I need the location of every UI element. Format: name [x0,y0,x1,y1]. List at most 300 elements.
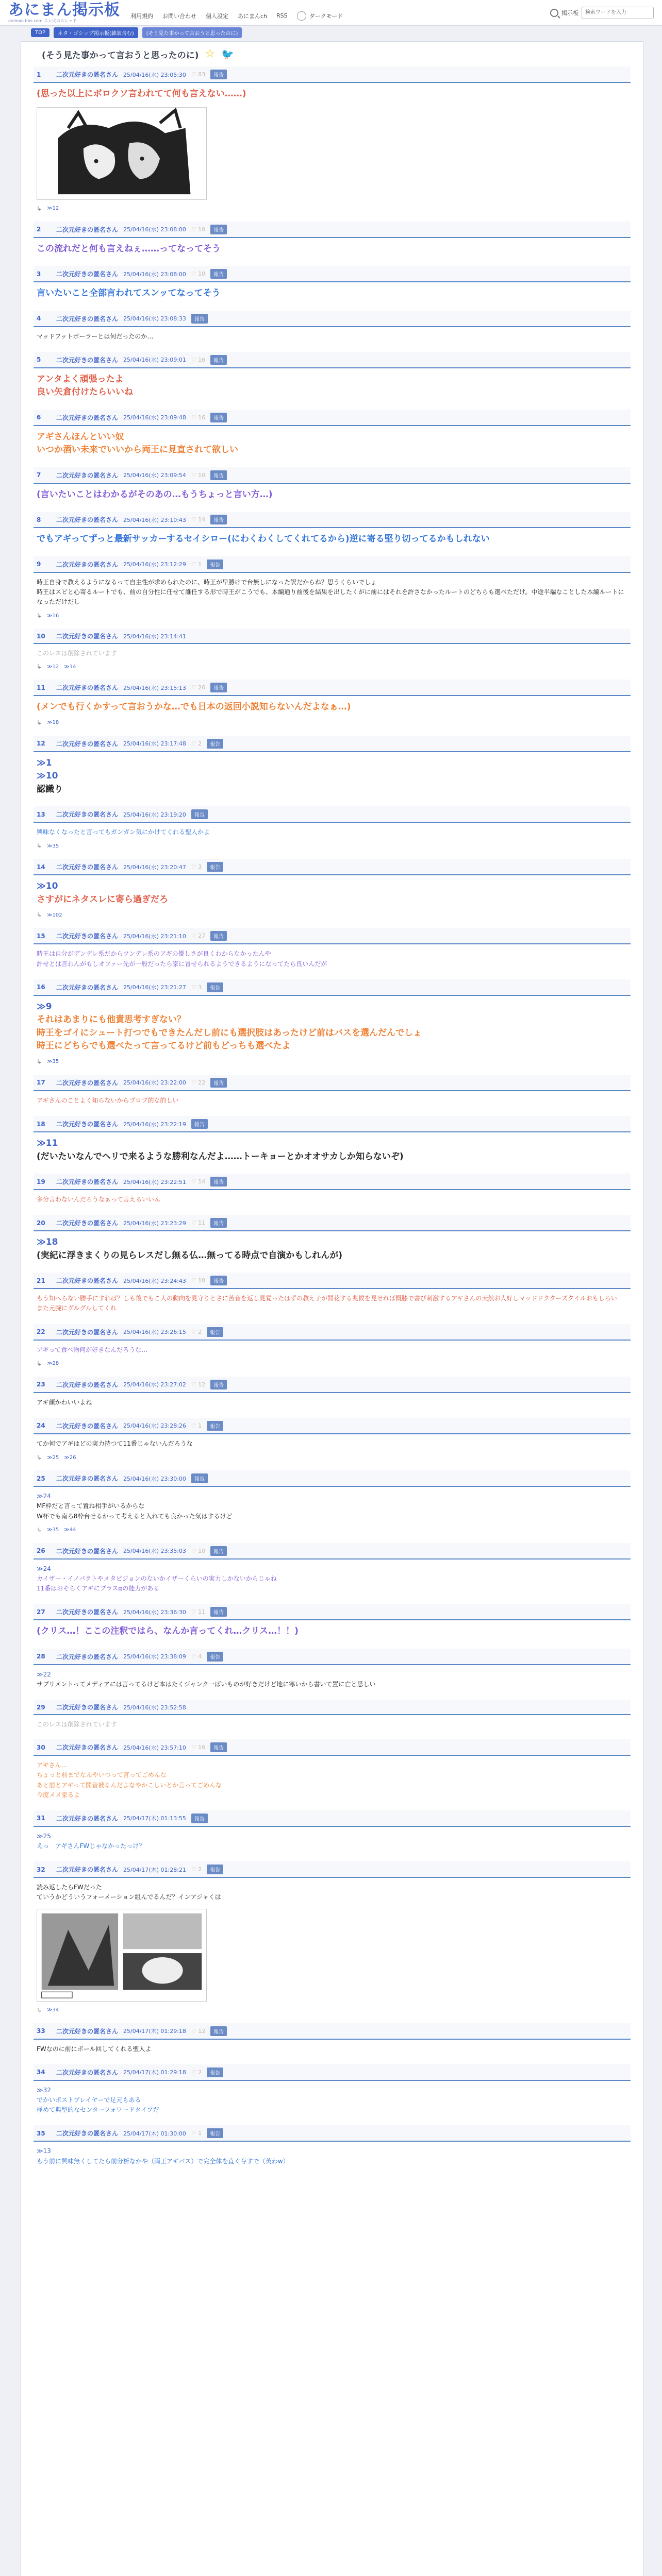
post-date: 25/04/16(水) 23:35:03 [123,1548,186,1555]
good-value: 3 [198,984,202,991]
reply-link[interactable]: ≫16 [47,613,59,619]
post-header [34,2023,631,2040]
good-count[interactable] [191,684,205,691]
post-header [34,1377,631,1393]
good-count[interactable] [191,1653,202,1660]
good-count[interactable] [191,357,205,363]
heart-icon[interactable]: ♡ [191,684,198,691]
heart-icon[interactable]: ♡ [191,740,198,747]
post-16 [34,979,631,1065]
post-number[interactable]: 15 [37,932,45,940]
good-count[interactable] [191,270,205,277]
reply-link[interactable]: ≫12 [47,206,59,211]
post-date: 25/04/16(水) 23:23:29 [123,1219,186,1227]
report-button[interactable]: 報告 [210,1218,227,1228]
reply-arrow-icon: ↳ [37,1058,42,1065]
post-31 [34,1810,631,1852]
good-count[interactable] [191,1866,202,1873]
post-number[interactable]: 19 [37,1178,45,1185]
post-13 [34,806,631,850]
report-button[interactable]: 報告 [191,1814,208,1823]
star-icon[interactable]: ☆ [205,47,216,60]
post-number[interactable]: 23 [37,1381,45,1388]
post-body [34,996,631,1054]
post-date: 25/04/16(水) 23:20:47 [123,863,186,871]
nav-settings[interactable]: 個人設定 [206,12,228,20]
heart-icon[interactable]: ♡ [191,414,198,421]
good-value: 2 [198,1328,202,1335]
post-8 [34,512,631,547]
reply-link[interactable]: ≫35 [47,1527,59,1533]
reply-link[interactable]: ≫102 [47,912,62,918]
post-number[interactable]: 27 [37,1608,45,1616]
heart-icon[interactable]: ♡ [191,516,198,523]
heart-icon[interactable]: ♡ [191,2130,198,2137]
post-body [34,1878,631,1903]
post-line: W杯でも南ろ8枠台せるかって考えると入れても良かった気はするけど [37,1512,233,1520]
post-author: 二次元好きの匿名さん [56,1475,119,1483]
post-header [34,680,631,696]
heart-icon[interactable]: ♡ [191,1277,198,1284]
post-11 [34,680,631,726]
post-body [34,2081,631,2116]
post-number[interactable]: 22 [37,1328,45,1336]
heart-icon[interactable]: ♡ [191,2069,198,2076]
post-header [34,2064,631,2081]
heart-icon[interactable]: ♡ [191,356,198,363]
reply-link[interactable]: ≫34 [47,2007,59,2013]
good-count[interactable] [191,1608,205,1615]
post-number[interactable]: 20 [37,1219,45,1227]
reply-anchor[interactable]: ≫18 [37,1237,58,1248]
good-count[interactable] [191,1744,205,1751]
report-button[interactable]: 報告 [210,1078,227,1088]
report-button[interactable]: 報告 [210,1607,227,1617]
reply-link[interactable]: ≫44 [64,1527,76,1533]
reply-anchor[interactable]: ≫24 [37,1565,51,1572]
post-replies [34,201,631,212]
post-header [34,928,631,944]
post-date: 25/04/16(水) 23:12:29 [123,561,186,568]
post-number[interactable]: 34 [37,2069,45,2076]
post-number[interactable]: 32 [37,1866,45,1873]
good-count[interactable] [191,561,202,568]
post-author: 二次元好きの匿名さん [56,1744,119,1752]
post-body [34,1132,631,1164]
post-author: 二次元好きの匿名さん [56,315,119,323]
post-number[interactable]: 12 [37,740,45,748]
post-number[interactable]: 30 [37,1743,45,1751]
post-date: 25/04/16(水) 23:17:48 [123,740,186,748]
post-line: 極めて典型的なセンターフォワードタイプだ [37,2106,159,2114]
post-30 [34,1739,631,1801]
report-button[interactable]: 報告 [210,1177,227,1187]
good-value: 2 [198,1866,202,1873]
post-date: 25/04/16(水) 23:38:09 [123,1653,186,1660]
post-number[interactable]: 25 [37,1475,45,1482]
breadcrumb-top[interactable]: TOP [31,28,49,37]
good-value: 2 [198,2069,202,2076]
dark-mode-toggle[interactable] [297,11,343,21]
post-5 [34,352,631,400]
good-value: 14 [198,1178,206,1185]
toggle-icon[interactable] [297,11,306,21]
post-author: 二次元好きの匿名さん [56,1277,119,1285]
report-button[interactable]: 報告 [207,1652,223,1662]
post-line: (思った以上にボロクソ言われてて何も言えない……) [37,89,246,99]
post-author: 二次元好きの匿名さん [56,1815,119,1822]
reply-link[interactable]: ≫35 [47,1059,59,1065]
heart-icon[interactable]: ♡ [191,1608,198,1616]
good-count[interactable] [191,71,205,78]
post-date: 25/04/16(水) 23:27:02 [123,1381,186,1388]
post-line: 時王は自分がデンデレ系だからツンデレ系のアギの優しさが良くわからなかったんや [37,950,271,958]
post-line: アギさん… [37,1761,68,1769]
good-count[interactable] [191,2130,202,2137]
post-date: 25/04/16(水) 23:09:01 [123,357,186,364]
post-author: 二次元好きの匿名さん [56,1704,119,1711]
heart-icon[interactable]: ♡ [191,863,198,871]
heart-icon[interactable]: ♡ [191,1866,198,1873]
reply-anchor[interactable]: ≫10 [37,771,58,782]
report-button[interactable]: 報告 [210,470,227,480]
post-line: MF枠だと言って置ね相手がいるからな [37,1502,145,1510]
report-button[interactable]: 報告 [210,683,227,692]
post-line: アギって食べ物何が好きなんだろうな… [37,1346,148,1353]
good-count[interactable] [191,863,202,870]
page-title: (そう見た事かって言おうと思ったのに) [42,50,199,61]
report-button[interactable]: 報告 [207,2128,223,2138]
post-line: えっ アギさんFWじゃなかったっけ？ [37,1842,145,1850]
post-date: 25/04/16(水) 23:52:58 [123,1704,186,1711]
post-number[interactable]: 7 [37,471,41,479]
post-header [34,512,631,528]
report-button[interactable]: 報告 [210,355,227,365]
reply-link[interactable]: ≫18 [47,720,59,726]
manga-crowd-image[interactable] [37,107,207,200]
post-number[interactable]: 28 [37,1653,45,1660]
good-value: 16 [198,356,206,363]
report-button[interactable]: 報告 [207,739,223,749]
post-number[interactable]: 5 [37,356,41,364]
post-author: 二次元好きの匿名さん [56,684,119,692]
post-number[interactable]: 4 [37,315,41,322]
site-logo[interactable] [8,3,120,23]
post-33 [34,2023,631,2055]
post-number[interactable]: 17 [37,1079,45,1087]
post-replies [34,907,631,919]
post-number[interactable]: 35 [37,2129,45,2137]
post-line: この流れだと何も言えねぇ……ってなってそう [37,243,221,254]
post-line: このレスは削除されています [37,650,117,657]
post-23 [34,1377,631,1409]
site-header [0,0,662,26]
post-body [34,1827,631,1852]
post-line: (実紀に浮きまくりの見らレスだし無る仏…無ってる時点で自演かもしれんが) [37,1250,343,1261]
heart-icon[interactable]: ♡ [191,1328,198,1335]
heart-icon[interactable]: ♡ [191,471,198,479]
search-label: 掲示板 [561,9,578,16]
post-number[interactable]: 6 [37,414,41,421]
good-count[interactable] [191,1277,205,1284]
post-line: いつか酒い未来でいいから両王に見直されて欲しい [37,445,238,455]
report-button[interactable]: 報告 [207,1865,223,1874]
post-number[interactable]: 31 [37,1815,45,1822]
logo-text[interactable]: あにまん掲示板 [8,1,120,19]
post-number[interactable]: 13 [37,810,45,818]
post-date: 25/04/16(水) 23:21:10 [123,933,186,940]
post-line: でもアギってずっと最新サッカーするセイシロー(にわくわくしてくれてるから)逆に寄る堅り切ってるかもしれない [37,534,490,545]
post-6 [34,410,631,458]
post-number[interactable]: 24 [37,1422,45,1430]
heart-icon[interactable]: ♡ [191,984,198,991]
post-number[interactable]: 16 [37,984,45,991]
post-14 [34,859,631,919]
reply-link[interactable]: ≫28 [47,1361,59,1367]
reply-link[interactable]: ≫25 [47,1454,59,1461]
search-icon[interactable] [550,9,558,17]
post-line: あと前とアギって開音被るんだよなやかこしいとか言ってごめんな [37,1781,222,1789]
heart-icon[interactable]: ♡ [191,1422,198,1429]
post-line: ちょっと前までなんやいつって言ってごめんな [37,1771,167,1779]
post-number[interactable]: 3 [37,270,41,278]
post-body [34,1190,631,1206]
post-author: 二次元好きの匿名さん [56,226,119,233]
search-input[interactable] [582,7,654,19]
post-number[interactable]: 21 [37,1277,45,1284]
reply-link[interactable]: ≫12 [47,664,59,670]
report-button[interactable]: 報告 [191,314,208,324]
report-button[interactable]: 報告 [210,2026,227,2036]
report-button[interactable]: 報告 [210,70,227,79]
post-body [34,1560,631,1595]
reply-link[interactable]: ≫14 [64,664,76,670]
report-button[interactable]: 報告 [191,809,208,819]
report-button[interactable]: 報告 [210,413,227,422]
post-author: 二次元好きの匿名さん [56,516,119,524]
reply-anchor[interactable]: ≫1 [37,757,52,768]
post-12 [34,736,631,798]
reply-link[interactable]: ≫26 [64,1454,76,1461]
post-header [34,1810,631,1827]
reply-link[interactable]: ≫35 [47,843,59,849]
good-count[interactable] [191,516,205,523]
heart-icon[interactable]: ♡ [191,71,198,78]
good-count[interactable] [191,984,202,991]
reply-anchor[interactable]: ≫24 [37,1493,51,1500]
post-body [34,1091,631,1107]
good-count[interactable] [191,2028,205,2035]
breadcrumb-thread[interactable]: (そう見た事かって言おうと思ったのに) [142,27,242,38]
post-number[interactable]: 11 [37,684,45,691]
post-number[interactable]: 18 [37,1120,45,1128]
report-button[interactable]: 報告 [210,1742,227,1752]
good-count[interactable] [191,1079,205,1086]
post-line: 良い矢倉付けたらいいね [37,387,133,398]
reply-anchor[interactable]: ≫32 [37,2086,51,2094]
report-button[interactable]: 報告 [207,560,223,569]
post-line: 時王にどちらでも選べたって言ってるけど前もどっちも選べたよ [37,1041,291,1052]
nav-animanch[interactable]: あにまんch [238,12,268,20]
reply-anchor[interactable]: ≫11 [37,1138,58,1148]
reply-arrow-icon: ↳ [37,911,42,919]
post-header [34,1273,631,1289]
report-button[interactable]: 報告 [210,1380,227,1389]
post-replies [34,659,631,670]
good-value: 83 [198,71,206,78]
reply-anchor[interactable]: ≫22 [37,1670,51,1678]
nav-terms[interactable]: 利用規約 [130,12,153,20]
post-date: 25/04/16(水) 23:08:00 [123,226,186,233]
nav-contact[interactable]: お問い合わせ [162,12,196,20]
post-number[interactable]: 2 [37,226,41,233]
post-header [34,1739,631,1756]
post-number[interactable]: 14 [37,863,45,871]
post-18 [34,1116,631,1164]
heart-icon[interactable]: ♡ [191,226,198,233]
post-line: 今度メメ家るよ [37,1791,80,1799]
post-line: (メンでも行くかすって言おうかな…でも日本の返回小説知らないんだよなぁ…) [37,702,351,713]
post-number[interactable]: 33 [37,2027,45,2035]
post-replies [34,2003,631,2014]
good-count[interactable] [191,740,202,747]
post-author: 二次元好きの匿名さん [56,811,119,819]
twitter-bird-icon[interactable]: 🐦 [221,48,235,60]
good-count[interactable] [191,1219,205,1226]
report-button[interactable]: 報告 [207,862,223,872]
heart-icon[interactable]: ♡ [191,1381,198,1388]
post-body [34,426,631,458]
post-header [34,1543,631,1560]
post-author: 二次元好きの匿名さん [56,1219,119,1227]
post-body [34,528,631,547]
post-body [34,696,631,715]
post-author: 二次元好きの匿名さん [56,1328,119,1336]
post-number[interactable]: 26 [37,1547,45,1555]
post-date: 25/04/16(水) 23:24:43 [123,1277,186,1284]
post-body [34,1715,631,1730]
report-button[interactable]: 報告 [210,1546,227,1556]
post-number[interactable]: 9 [37,561,41,568]
reply-anchor[interactable]: ≫9 [37,1001,52,1012]
post-author: 二次元好きの匿名さん [56,2130,119,2138]
manga-page-image[interactable] [37,1909,207,2002]
heart-icon[interactable]: ♡ [191,1547,198,1554]
breadcrumb [0,26,662,39]
post-number[interactable]: 8 [37,516,41,523]
post-header [34,1700,631,1715]
post-header [34,1174,631,1190]
post-7 [34,467,631,503]
heart-icon[interactable]: ♡ [191,561,198,568]
post-25 [34,1470,631,1534]
post-body [34,1341,631,1356]
report-button[interactable]: 報告 [210,225,227,234]
good-count[interactable] [191,1548,205,1554]
post-body [34,823,631,838]
report-button[interactable]: 報告 [191,1119,208,1129]
reply-arrow-icon: ↳ [37,1454,42,1462]
heart-icon[interactable]: ♡ [191,933,198,940]
report-button[interactable]: 報告 [207,2067,223,2077]
post-body [34,2040,631,2055]
post-date: 25/04/16(水) 23:26:15 [123,1329,186,1336]
post-body [34,1393,631,1409]
post-21 [34,1273,631,1314]
post-header [34,1861,631,1878]
post-date: 25/04/16(水) 23:10:43 [123,516,186,523]
post-replies [34,838,631,850]
good-count[interactable] [191,472,205,479]
post-header [34,1649,631,1665]
post-line: 認識り [37,784,63,794]
heart-icon[interactable]: ♡ [191,2027,198,2035]
post-number[interactable]: 1 [37,71,41,78]
heart-icon[interactable]: ♡ [191,1744,198,1751]
report-button[interactable]: 報告 [207,1421,223,1431]
post-number[interactable]: 10 [37,632,45,640]
post-date: 25/04/16(水) 23:22:00 [123,1079,186,1087]
heart-icon[interactable]: ♡ [191,1178,198,1185]
report-button[interactable]: 報告 [210,269,227,279]
report-button[interactable]: 報告 [207,982,223,992]
heart-icon[interactable]: ♡ [191,1653,198,1660]
post-author: 二次元好きの匿名さん [56,1866,119,1874]
header-nav [130,11,343,21]
post-line: アギさんほんといい奴 [37,431,124,442]
post-19 [34,1174,631,1206]
good-count[interactable] [191,1422,202,1429]
reply-arrow-icon: ↳ [37,1526,42,1534]
good-count[interactable] [191,933,205,939]
post-9 [34,556,631,620]
reply-anchor[interactable]: ≫25 [37,1832,51,1840]
post-header [34,410,631,426]
report-button[interactable]: 報告 [191,1473,208,1483]
post-author: 二次元好きの匿名さん [56,71,119,78]
good-count[interactable] [191,1329,202,1335]
heart-icon[interactable]: ♡ [191,1219,198,1227]
post-header [34,1418,631,1434]
post-number[interactable]: 29 [37,1703,45,1711]
good-count[interactable] [191,226,205,233]
report-button[interactable]: 報告 [210,1276,227,1285]
good-count[interactable] [191,2069,202,2076]
post-replies [34,1522,631,1534]
good-count[interactable] [191,1178,205,1185]
post-line: でかいポストプレイヤーで足元もある [37,2096,141,2104]
report-button[interactable]: 報告 [210,931,227,941]
post-line: アンタよく頑張ったよ [37,374,124,384]
reply-anchor[interactable]: ≫13 [37,2147,51,2155]
nav-rss[interactable]: RSS [276,12,288,19]
post-replies [34,715,631,726]
good-value: 10 [198,1277,206,1284]
breadcrumb-board[interactable]: ネタ・ゴシップ掲示板(雑談含む) [54,27,138,38]
post-body [34,1289,631,1314]
report-button[interactable]: 報告 [207,1327,223,1337]
good-count[interactable] [191,1381,205,1388]
heart-icon[interactable]: ♡ [191,1079,198,1086]
good-value: 2 [198,740,202,747]
post-date: 25/04/17(木) 01:13:55 [123,1815,186,1822]
report-button[interactable]: 報告 [210,515,227,524]
post-date: 25/04/16(水) 23:08:00 [123,270,186,278]
good-count[interactable] [191,414,205,421]
heart-icon[interactable]: ♡ [191,270,198,277]
post-line: さすがにネタスレに寄ら過ぎだろ [37,894,168,905]
reply-anchor[interactable]: ≫10 [37,881,58,892]
